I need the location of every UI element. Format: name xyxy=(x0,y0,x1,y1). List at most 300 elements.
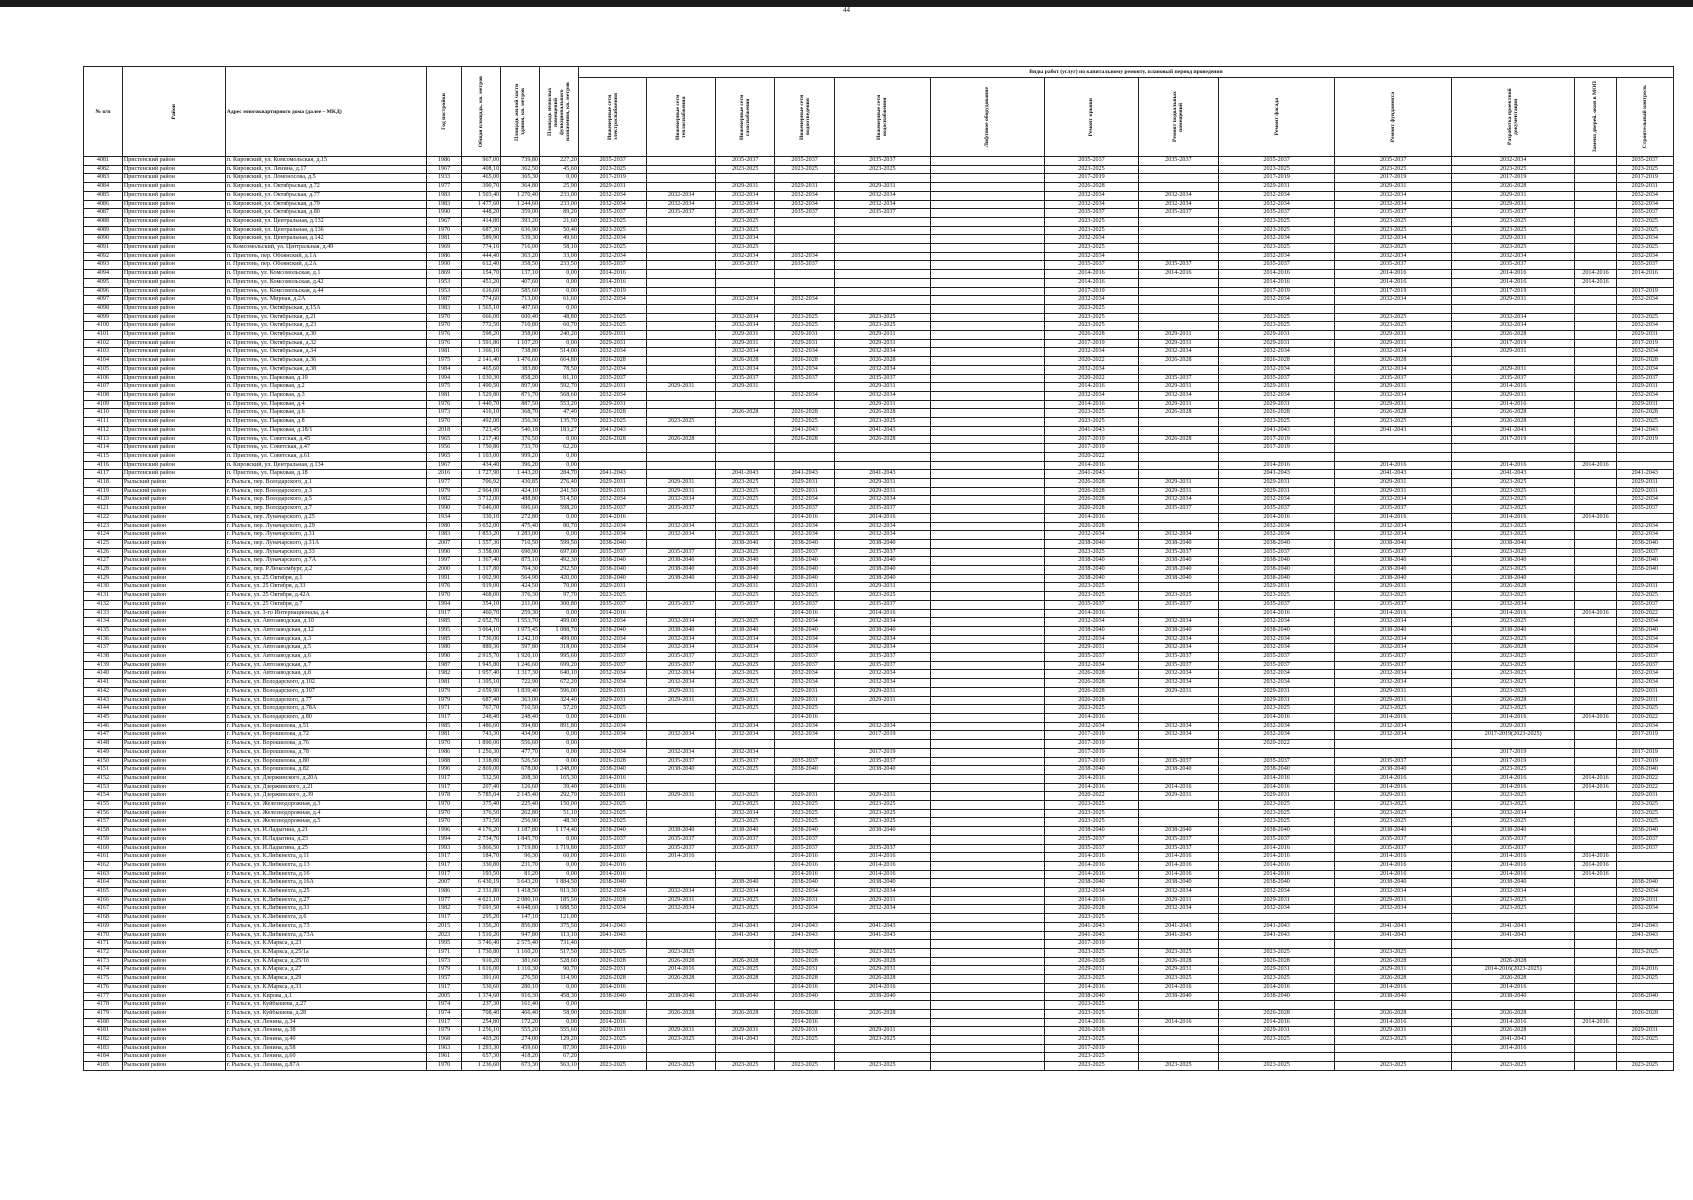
table-cell xyxy=(647,287,716,296)
table-cell xyxy=(1575,339,1616,348)
table-cell: 2023-2025 xyxy=(834,818,930,827)
table-row xyxy=(84,374,1674,383)
table-cell: 616,60 xyxy=(462,287,501,296)
table-cell: 910,20 xyxy=(462,957,501,966)
table-cell: 57,20 xyxy=(540,705,579,714)
table-cell: 2029-2031 xyxy=(578,383,647,392)
table-cell: п. Пристень, ул. Комсомольская, д.44 xyxy=(225,287,426,296)
table-cell: Пристенский район xyxy=(122,409,225,418)
table-cell xyxy=(1575,626,1616,635)
table-cell: 2029-2031 xyxy=(775,339,834,348)
table-cell: 2029-2031 xyxy=(578,339,647,348)
table-cell xyxy=(1335,914,1452,923)
header-work-label: Ремонт крыши xyxy=(1088,97,1095,137)
header-work-7 xyxy=(1138,78,1218,157)
table-cell: Рыльский район xyxy=(122,539,225,548)
table-cell: 2014-2016 xyxy=(1218,774,1335,783)
table-cell: 2029-2031 xyxy=(834,339,930,348)
table-cell: 2023-2025 xyxy=(716,618,775,627)
table-cell: 526,50 xyxy=(501,757,540,766)
table-cell: 58,10 xyxy=(540,244,579,253)
table-cell: 2032-2034 xyxy=(1218,722,1335,731)
table-cell: 2038-2040 xyxy=(647,827,716,836)
table-cell: 363,00 xyxy=(501,696,540,705)
table-cell xyxy=(930,922,1044,931)
table-cell: 2017-2019 xyxy=(1218,435,1335,444)
table-cell: 2035-2037 xyxy=(1616,374,1673,383)
table-cell: г. Рыльск, ул. Ленина, д.60 xyxy=(225,1053,426,1062)
table-cell: 2035-2037 xyxy=(1335,757,1452,766)
table-cell: 887,50 xyxy=(501,400,540,409)
table-cell: 4090 xyxy=(84,235,123,244)
table-cell: 4182 xyxy=(84,1036,123,1045)
table-cell: 2038-2040 xyxy=(1045,566,1139,575)
table-cell: 2038-2040 xyxy=(1138,766,1218,775)
table-cell: 2023-2025 xyxy=(1452,705,1575,714)
table-cell: 2035-2037 xyxy=(1335,374,1452,383)
table-cell: Рыльский район xyxy=(122,844,225,853)
table-cell: 1 244,60 xyxy=(501,200,540,209)
table-cell: 396,20 xyxy=(501,461,540,470)
header-work-5 xyxy=(930,78,1044,157)
table-cell: 2026-2028 xyxy=(578,435,647,444)
table-cell: 871,70 xyxy=(501,391,540,400)
table-cell: 1 317,30 xyxy=(501,670,540,679)
table-cell: 2023-2025 xyxy=(1616,948,1673,957)
table-cell: 2014-2016 xyxy=(578,714,647,723)
table-cell xyxy=(1575,809,1616,818)
header-work-label: Инженерные сети водоснабжения xyxy=(876,94,889,140)
table-cell: 2026-2028 xyxy=(775,975,834,984)
table-cell: 80,70 xyxy=(540,522,579,531)
table-cell: 4108 xyxy=(84,391,123,400)
table-cell: 2014-2016 xyxy=(578,783,647,792)
table-cell: 0,00 xyxy=(540,278,579,287)
table-cell: 1977 xyxy=(426,896,461,905)
table-cell: 4085 xyxy=(84,191,123,200)
table-cell xyxy=(1616,278,1673,287)
table-cell: 2020-2022 xyxy=(1045,452,1139,461)
table-cell: 324,40 xyxy=(540,696,579,705)
table-cell xyxy=(930,452,1044,461)
table-cell: 2035-2037 xyxy=(716,757,775,766)
table-cell: 1957 xyxy=(426,975,461,984)
table-cell: 70,00 xyxy=(540,583,579,592)
table-cell: 4118 xyxy=(84,479,123,488)
table-cell: 1967 xyxy=(426,165,461,174)
table-cell: Пристенский район xyxy=(122,235,225,244)
table-cell xyxy=(716,444,775,453)
table-cell xyxy=(1575,435,1616,444)
table-cell: г. Рыльск, пер. Володарского, д.5 xyxy=(225,496,426,505)
table-cell: 6 430,19 xyxy=(462,879,501,888)
table-cell: 2014-2016 xyxy=(578,513,647,522)
table-cell: 2014-2016 xyxy=(1138,870,1218,879)
table-cell: 2032-2034 xyxy=(1616,522,1673,531)
table-cell: 2017-2019 xyxy=(1218,287,1335,296)
table-cell xyxy=(1575,592,1616,601)
table-cell: 2026-2028 xyxy=(1045,696,1139,705)
table-cell: 1 490,50 xyxy=(462,383,501,392)
table-cell xyxy=(1575,679,1616,688)
table-cell: 2023-2025 xyxy=(1452,244,1575,253)
table-cell: 2038-2040 xyxy=(716,539,775,548)
table-cell: 147,10 xyxy=(501,914,540,923)
table-cell: 7 646,00 xyxy=(462,505,501,514)
table-cell: 2014-2016 xyxy=(775,983,834,992)
table-cell: 2014-2016 xyxy=(1452,513,1575,522)
table-cell: 2032-2034 xyxy=(775,522,834,531)
table-cell: Рыльский район xyxy=(122,548,225,557)
table-cell: 2032-2034 xyxy=(716,200,775,209)
table-cell: 2014-2016 xyxy=(1575,774,1616,783)
table-row xyxy=(84,992,1674,1001)
table-cell: 2026-2028 xyxy=(1045,183,1139,192)
table-cell: Пристенский район xyxy=(122,391,225,400)
table-cell: 2041-2043 xyxy=(578,931,647,940)
table-cell: п. Пристень, ул. Октябрьская, д.30 xyxy=(225,331,426,340)
table-cell: г. Рыльск, ул. 3-го Интернационала, д.4 xyxy=(225,609,426,618)
header-work-label: Строительный контроль xyxy=(1641,85,1648,149)
table-cell xyxy=(1452,740,1575,749)
table-cell: 2029-2031 xyxy=(578,583,647,592)
table-cell: 2041-2043 xyxy=(1138,931,1218,940)
table-cell xyxy=(1575,653,1616,662)
table-cell: 0,00 xyxy=(540,435,579,444)
table-cell: 2032-2034 xyxy=(1335,200,1452,209)
table-cell: 4153 xyxy=(84,783,123,792)
table-cell: 2035-2037 xyxy=(775,844,834,853)
table-cell xyxy=(834,270,930,279)
table-cell xyxy=(930,948,1044,957)
table-cell: 365,30 xyxy=(501,174,540,183)
table-cell: 2035-2037 xyxy=(1138,374,1218,383)
table-cell: 2032-2034 xyxy=(1616,644,1673,653)
table-cell xyxy=(716,740,775,749)
table-cell: п. Пристень, пер. Обоянский, д.1А xyxy=(225,252,426,261)
table-cell: 227,20 xyxy=(540,157,579,166)
table-cell: 2029-2031 xyxy=(1138,896,1218,905)
table-cell: 2038-2040 xyxy=(716,992,775,1001)
table-cell: 2032-2034 xyxy=(834,635,930,644)
table-cell xyxy=(1575,922,1616,931)
table-cell: 2035-2037 xyxy=(1138,261,1218,270)
table-cell: 2026-2028 xyxy=(1138,409,1218,418)
table-cell xyxy=(647,322,716,331)
table-cell: 2014-2016 xyxy=(1575,1018,1616,1027)
table-cell: 451,20 xyxy=(462,278,501,287)
table-cell: 2038-2040 xyxy=(1452,539,1575,548)
table-cell: 556,60 xyxy=(501,740,540,749)
table-cell: п. Пристень, ул. Парковая, д.18/1 xyxy=(225,426,426,435)
header-work-label: Ремонт подвальных помещений xyxy=(1172,91,1185,143)
table-cell: 2029-2031 xyxy=(1335,400,1452,409)
table-cell: 2029-2031 xyxy=(775,1027,834,1036)
table-cell: 2014-2016 xyxy=(1138,861,1218,870)
table-cell: 2038-2040 xyxy=(1218,539,1335,548)
table-row xyxy=(84,365,1674,374)
table-cell: Рыльский район xyxy=(122,870,225,879)
table-cell: 2029-2031 xyxy=(1616,1027,1673,1036)
table-cell xyxy=(1452,357,1575,366)
table-cell: 4172 xyxy=(84,948,123,957)
table-cell xyxy=(1138,809,1218,818)
table-cell: 2032-2034 xyxy=(1045,235,1139,244)
table-cell: 2023-2025 xyxy=(1452,505,1575,514)
table-cell: 2032-2034 xyxy=(1138,670,1218,679)
table-cell: 2023-2025 xyxy=(1045,244,1139,253)
page-number: 44 xyxy=(843,6,850,14)
table-cell: 1983 xyxy=(426,200,461,209)
table-cell: 2032-2034 xyxy=(647,670,716,679)
table-cell xyxy=(1335,304,1452,313)
table-cell: 2038-2040 xyxy=(716,879,775,888)
table-cell: 2032-2034 xyxy=(578,200,647,209)
table-cell: 2023-2025 xyxy=(1452,496,1575,505)
table-cell: 208,30 xyxy=(501,774,540,783)
table-cell: 2035-2037 xyxy=(1218,157,1335,166)
table-cell: г. Рыльск, ул. Володарского, д.77 xyxy=(225,696,426,705)
table-cell xyxy=(647,922,716,931)
table-cell: г. Рыльск, ул. Ворошилова, д.78 xyxy=(225,748,426,757)
table-cell: 240,20 xyxy=(540,331,579,340)
table-cell: 2026-2028 xyxy=(647,1009,716,1018)
table-cell xyxy=(775,1044,834,1053)
table-cell xyxy=(1575,548,1616,557)
table-cell: 2029-2031 xyxy=(1138,487,1218,496)
table-cell xyxy=(1575,983,1616,992)
table-cell: 2032-2034 xyxy=(647,679,716,688)
table-cell: 2023-2025 xyxy=(1138,592,1218,601)
table-cell: 2035-2037 xyxy=(1138,653,1218,662)
table-cell: 2015 xyxy=(426,922,461,931)
table-cell: 2017-2019 xyxy=(1218,174,1335,183)
table-cell: 2017-2019 xyxy=(1616,287,1673,296)
table-cell: 4099 xyxy=(84,313,123,322)
table-cell: 2014-2016 xyxy=(1452,853,1575,862)
table-cell xyxy=(716,861,775,870)
table-cell: 2041-2043 xyxy=(834,470,930,479)
table-cell: г. Рыльск, пер. Луначарского, д.25 xyxy=(225,513,426,522)
table-cell xyxy=(647,1018,716,1027)
table-row xyxy=(84,435,1674,444)
table-cell: 183,27 xyxy=(540,426,579,435)
table-cell: п. Пристень, ул. Октябрьская, д.32 xyxy=(225,339,426,348)
table-cell: 999,20 xyxy=(501,452,540,461)
table-cell: 2038-2040 xyxy=(1616,557,1673,566)
table-cell: 2023-2025 xyxy=(1616,418,1673,427)
table-cell: 1981 xyxy=(426,679,461,688)
table-cell: 4147 xyxy=(84,731,123,740)
table-cell: г. Рыльск, ул. К.Маркса, д.25/1б xyxy=(225,957,426,966)
table-cell: 2026-2028 xyxy=(1045,496,1139,505)
table-cell: 2014-2016 xyxy=(1575,461,1616,470)
table-cell: 1967 xyxy=(426,217,461,226)
table-cell: 2035-2037 xyxy=(775,157,834,166)
table-cell: 2035-2037 xyxy=(1218,505,1335,514)
header-area-living xyxy=(501,67,540,157)
table-cell: г. Рыльск, ул. Куйбышева, д.27 xyxy=(225,1001,426,1010)
table-cell: Рыльский район xyxy=(122,574,225,583)
table-cell: Рыльский район xyxy=(122,592,225,601)
table-cell: 2032-2034 xyxy=(716,235,775,244)
table-cell: 2035-2037 xyxy=(1335,505,1452,514)
table-cell: 2038-2040 xyxy=(578,626,647,635)
table-cell: 60,00 xyxy=(540,853,579,862)
table-cell: 2038-2040 xyxy=(647,626,716,635)
table-cell: 743,30 xyxy=(462,731,501,740)
table-cell: г. Рыльск, ул. К.Либкнехта, д.31 xyxy=(225,905,426,914)
table-cell: 2038-2040 xyxy=(1452,574,1575,583)
table-cell xyxy=(930,313,1044,322)
table-cell: 2032-2034 xyxy=(1335,235,1452,244)
table-cell: 4177 xyxy=(84,992,123,1001)
table-cell: 2035-2037 xyxy=(647,548,716,557)
table-cell: 2038-2040 xyxy=(834,626,930,635)
table-cell: 2023-2025 xyxy=(1452,792,1575,801)
table-cell: 2032-2034 xyxy=(1138,200,1218,209)
header-work-10 xyxy=(1452,78,1575,157)
table-cell: 1 395,10 xyxy=(462,679,501,688)
table-cell: 897,90 xyxy=(501,383,540,392)
table-cell: г. Рыльск, пер. Луначарского, д.31А xyxy=(225,539,426,548)
table-cell: 2035-2037 xyxy=(834,844,930,853)
table-cell: 2023-2025 xyxy=(578,322,647,331)
table-cell xyxy=(1575,583,1616,592)
table-cell: 4 021,10 xyxy=(462,896,501,905)
table-cell: 2038-2040 xyxy=(1138,626,1218,635)
table-cell xyxy=(930,827,1044,836)
table-cell: 4131 xyxy=(84,592,123,601)
table-cell: 4151 xyxy=(84,766,123,775)
table-cell: 2038-2040 xyxy=(578,574,647,583)
table-cell: 2014-2016 xyxy=(1575,870,1616,879)
table-cell: 2032-2034 xyxy=(775,670,834,679)
table-cell: 2023-2025 xyxy=(1218,322,1335,331)
table-cell: 2017-2019 xyxy=(1335,174,1452,183)
table-cell: Рыльский район xyxy=(122,496,225,505)
table-cell: 2029-2031 xyxy=(834,687,930,696)
table-cell: п. Пристень, ул. Мирная, д.2А xyxy=(225,296,426,305)
table-cell: 2029-2031 xyxy=(1452,296,1575,305)
header-work-4 xyxy=(834,78,930,157)
table-cell xyxy=(1138,217,1218,226)
table-cell: Рыльский район xyxy=(122,1044,225,1053)
table-cell: 2041-2043 xyxy=(1452,1036,1575,1045)
table-cell: г. Рыльск, ул. Володарского, д.102 xyxy=(225,679,426,688)
table-cell: 4100 xyxy=(84,322,123,331)
table-cell: 2014-2016 xyxy=(578,853,647,862)
table-body xyxy=(84,157,1674,1071)
table-row xyxy=(84,1018,1674,1027)
table-cell: 2023-2025 xyxy=(578,705,647,714)
table-cell: 376,50 xyxy=(501,435,540,444)
table-cell: 2023-2025 xyxy=(716,687,775,696)
header-work-label: Инженерные сети газоснабжения xyxy=(739,94,752,140)
table-cell: 2023-2025 xyxy=(1218,948,1335,957)
table-cell: 25,90 xyxy=(540,183,579,192)
table-cell: 2029-2031 xyxy=(716,583,775,592)
table-cell xyxy=(647,217,716,226)
table-cell: 2023-2025 xyxy=(1452,479,1575,488)
table-cell: 1 688,50 xyxy=(540,905,579,914)
table-cell: 165,30 xyxy=(540,774,579,783)
table-cell: 2032-2034 xyxy=(1138,635,1218,644)
table-cell xyxy=(1575,757,1616,766)
table-cell xyxy=(716,174,775,183)
table-cell xyxy=(716,287,775,296)
table-cell: 2017-2019 xyxy=(1045,731,1139,740)
table-cell: Пристенский район xyxy=(122,400,225,409)
table-cell: 1970 xyxy=(426,226,461,235)
table-cell xyxy=(647,174,716,183)
table-cell: 2029-2031 xyxy=(775,687,834,696)
table-cell: 458,30 xyxy=(540,992,579,1001)
table-cell xyxy=(834,1001,930,1010)
table-cell: 1987 xyxy=(426,661,461,670)
table-cell: 2032-2034 xyxy=(647,531,716,540)
table-cell: 1 727,90 xyxy=(462,470,501,479)
table-cell: 2029-2031 xyxy=(834,896,930,905)
table-cell xyxy=(716,452,775,461)
table-cell: 2017-2019 xyxy=(1452,748,1575,757)
table-cell: 2023-2025 xyxy=(1045,226,1139,235)
table-cell: г. Рыльск, ул. Ворошилова, д.72 xyxy=(225,731,426,740)
table-cell: 2032-2034 xyxy=(647,731,716,740)
table-cell: г. Рыльск, ул. Автозаводская, д.12 xyxy=(225,626,426,635)
table-cell: 4095 xyxy=(84,278,123,287)
table-cell xyxy=(834,217,930,226)
table-cell: 2029-2031 xyxy=(716,339,775,348)
table-cell: 3 643,20 xyxy=(501,879,540,888)
table-cell: п. Пристень, ул. Парковая, д.3 xyxy=(225,391,426,400)
table-cell: 1 242,10 xyxy=(501,635,540,644)
table-cell: 2041-2043 xyxy=(1218,922,1335,931)
table-cell xyxy=(1575,600,1616,609)
table-cell: 2035-2037 xyxy=(647,600,716,609)
table-cell: г. Рыльск, ул. Ворошилова, д.82 xyxy=(225,766,426,775)
table-cell: Рыльский район xyxy=(122,792,225,801)
table-row xyxy=(84,296,1674,305)
table-row xyxy=(84,870,1674,879)
table-cell: 2 331,80 xyxy=(462,888,501,897)
table-cell: 1 719,80 xyxy=(501,844,540,853)
table-cell xyxy=(1575,696,1616,705)
table-cell: 0,00 xyxy=(540,304,579,313)
table-cell: 1971 xyxy=(426,948,461,957)
table-cell: 1986 xyxy=(426,157,461,166)
table-cell: 2032-2034 xyxy=(1452,888,1575,897)
table-cell: 4138 xyxy=(84,653,123,662)
table-cell xyxy=(1138,1027,1218,1036)
table-cell xyxy=(930,357,1044,366)
table-cell: 1976 xyxy=(426,400,461,409)
table-cell xyxy=(930,235,1044,244)
table-cell: 1 730,80 xyxy=(462,948,501,957)
table-cell: 48,30 xyxy=(540,818,579,827)
table-cell: 2032-2034 xyxy=(1218,348,1335,357)
table-cell: 1985 xyxy=(426,618,461,627)
table-cell: 2023-2025 xyxy=(1218,975,1335,984)
table-cell: 2026-2028 xyxy=(1335,1009,1452,1018)
table-cell: 0,00 xyxy=(540,731,579,740)
table-cell: Пристенский район xyxy=(122,383,225,392)
table-cell xyxy=(1218,748,1335,757)
table-row xyxy=(84,479,1674,488)
table-cell: 2017-2019 xyxy=(1045,435,1139,444)
table-cell: 4093 xyxy=(84,261,123,270)
table-cell xyxy=(1575,661,1616,670)
